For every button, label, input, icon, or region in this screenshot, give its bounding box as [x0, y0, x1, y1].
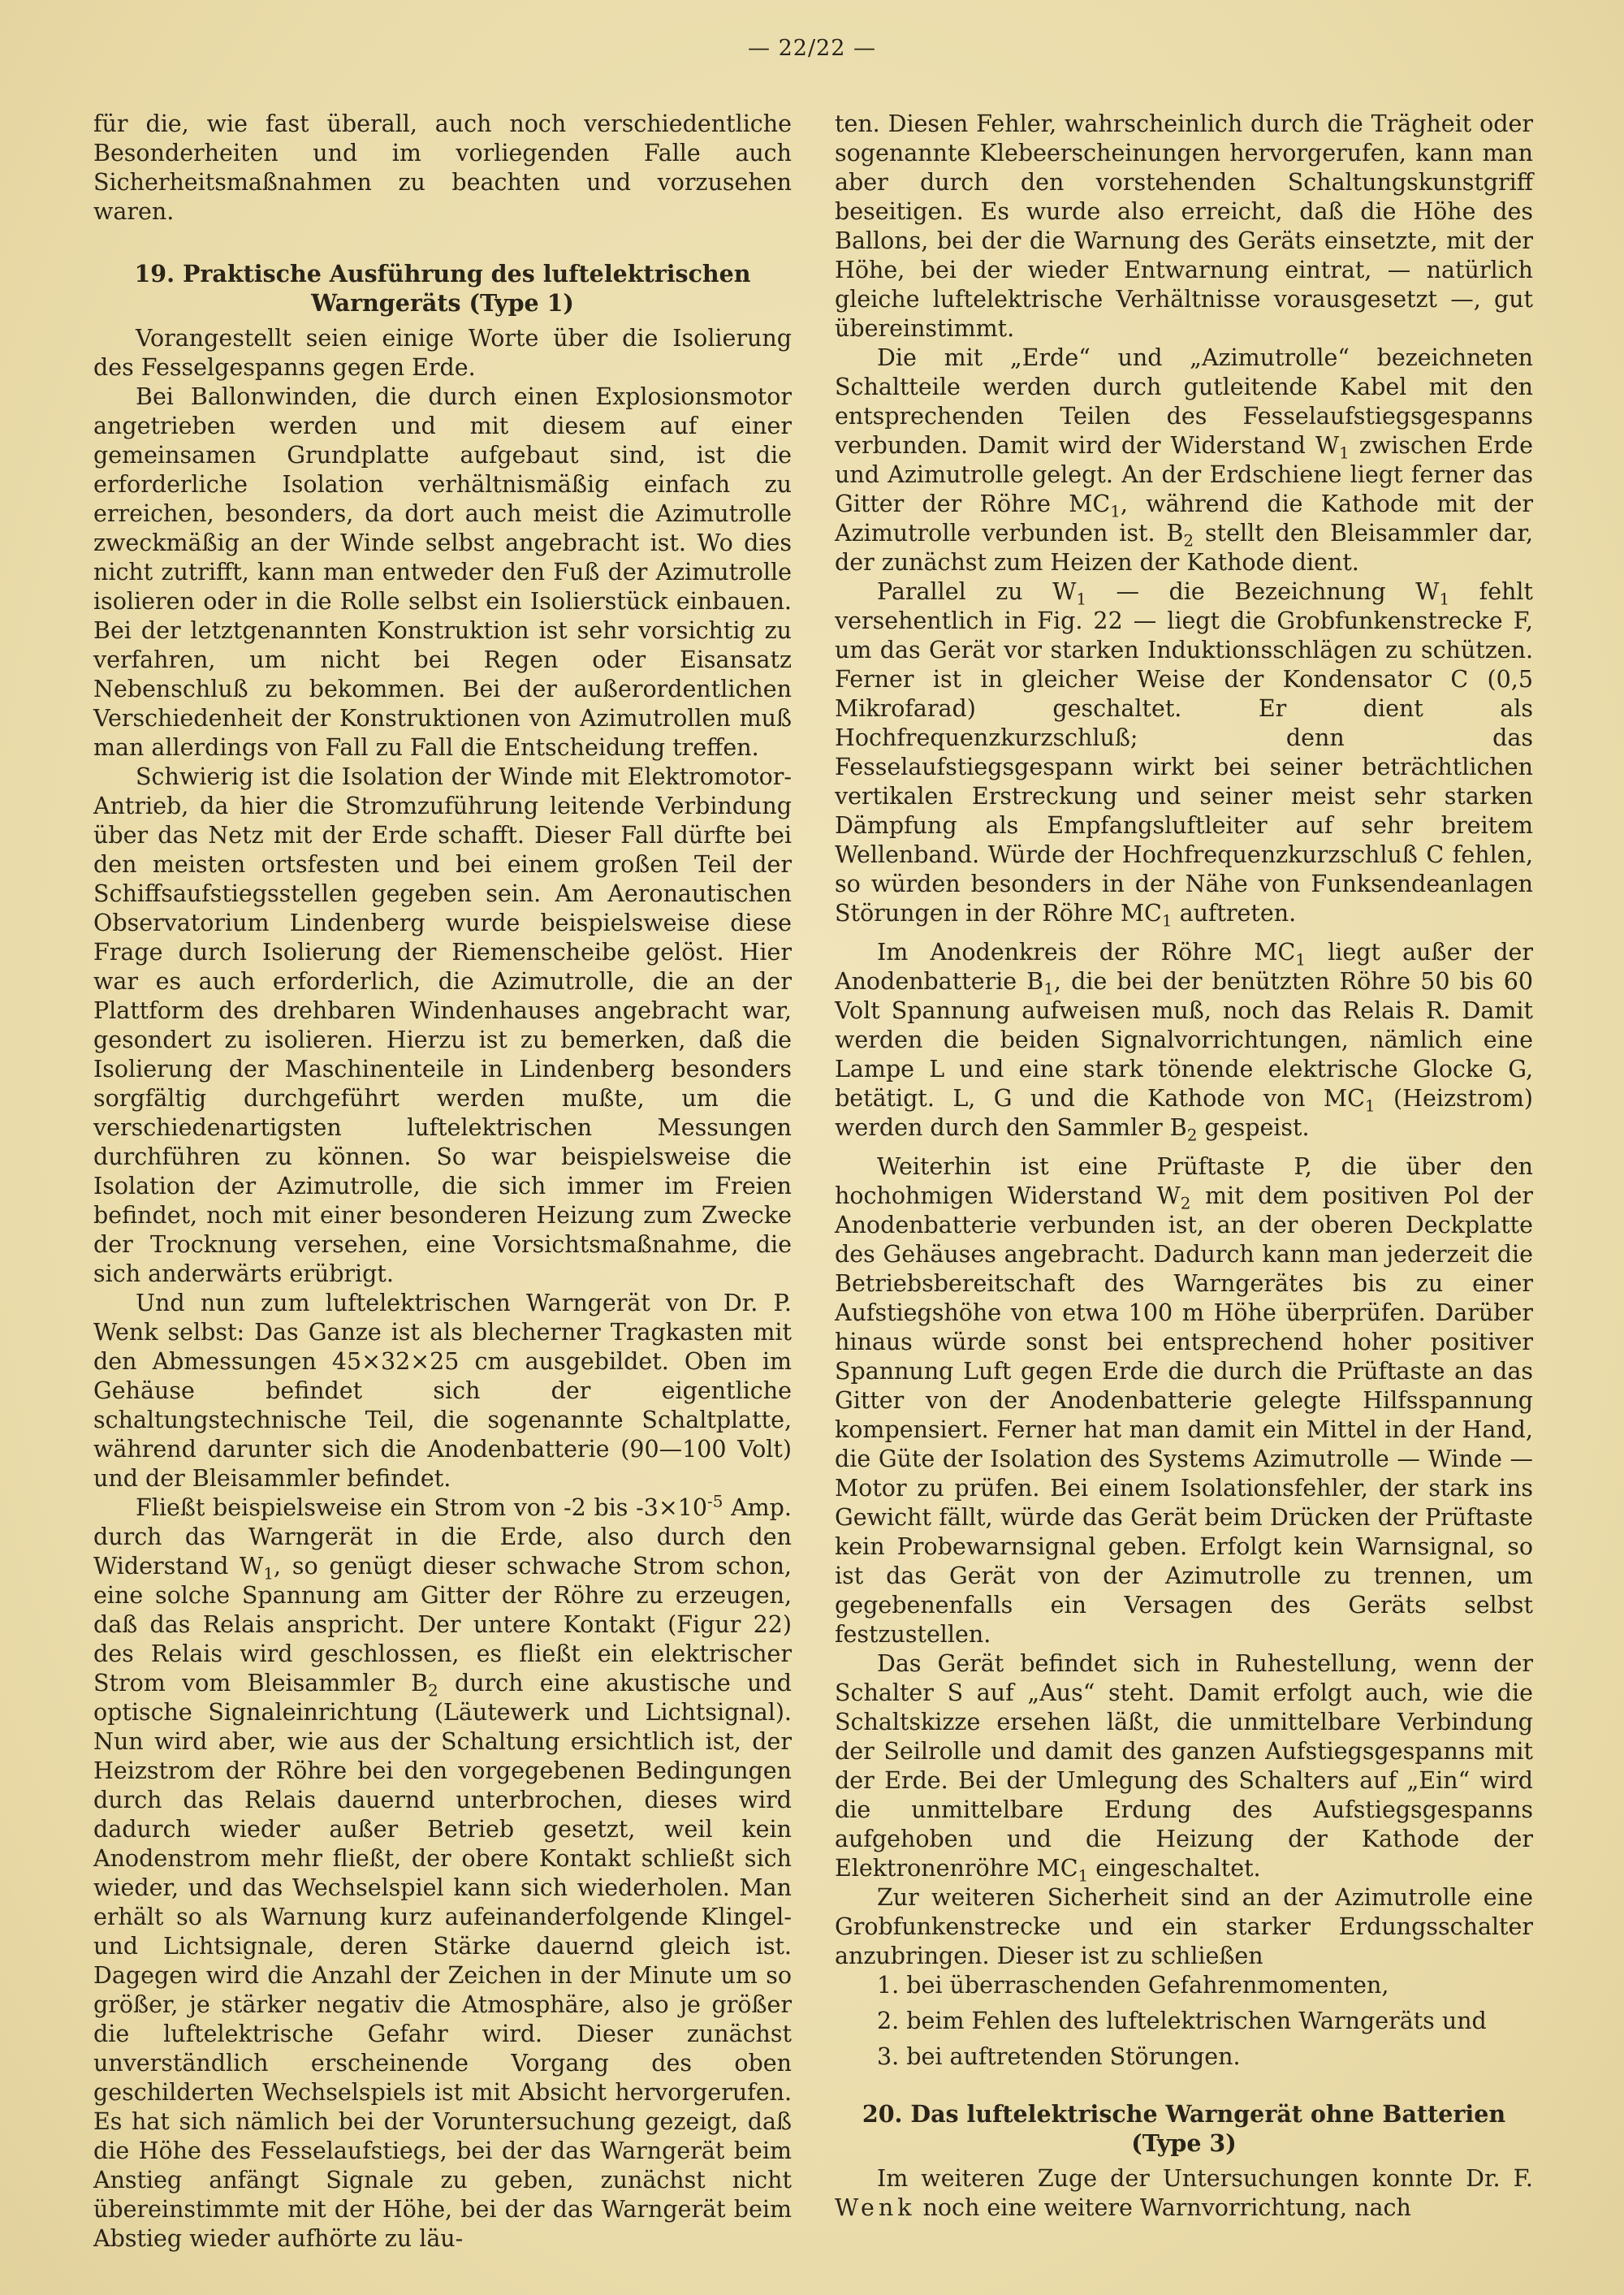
list-item: 3. bei auftretenden Störungen. — [877, 2043, 1241, 2070]
paragraph: Im weiteren Zuge der Untersuchungen konnte Dr. F. Wenk noch eine weitere Warnvorrichtung, nach — [835, 2165, 1533, 2221]
section-19-heading: 19. Praktische Ausführung des luftelektrischen Warngeräts (Type 1) — [134, 260, 751, 317]
paragraph: Zur weiteren Sicherheit sind an der Azimutrolle eine Grobfunkenstrecke und ein starker Erdungsschalter anzubringen. Dieser ist zu schließen — [835, 1884, 1533, 1969]
paragraph: Schwierig ist die Isolation der Winde mit Elektromotor-Antrieb, da hier die Stromzuführung leitende Verbindung über das Netz mit der Erde schafft. Dieser Fall dürfte bei den meisten ortsfesten und bei einem großen Teil der Schiffsaufstiegsstellen gegeben sein. Am Aeronautischen Observatorium Lindenberg wurde beispielsweise diese Frage durch Isolierung der Riemenscheibe gelöst. Hier war es auch erforderlich, die Azimutrolle, die an der Plattform des drehbaren Windenhauses angebracht war, gesondert zu isolieren. Hierzu ist zu bemerken, daß die Isolierung der Maschinenteile in Lindenberg besonders sorgfältig durchgeführt werden mußte, um die verschiedenartigsten luftelektrischen Messungen durchführen zu können. So war beispielsweise die Isolation der Azimutrolle, die sich immer im Freien befindet, noch mit einer besonderen Heizung zum Zwecke der Trocknung versehen, eine Vorsichtsmaßnahme, die sich anderwärts erübrigt. — [93, 763, 792, 1287]
paragraph: Weiterhin ist eine Prüftaste P, die über den hochohmigen Widerstand $W_2$ mit dem positiven Pol der Anodenbatterie verbunden ist, an der oberen Deckplatte des Gehäuses angebracht. Dadurch kann man jederzeit die Betriebsbereitschaft des Warngerätes bis zu einer Aufstiegshöhe von etwa 100 m Höhe überprüfen. Darüber hinaus würde sonst bei entsprechend hoher positiver Spannung Luft gegen Erde die durch die Prüftaste an das Gitter von der Anodenbatterie gelegte Hilfsspannung kompensiert. Ferner hat man damit ein Mittel in der Hand, die Güte der Isolation des Systems Azimutrolle — Winde — Motor zu prüfen. Bei einem Isolationsfehler, der stark ins Gewicht fällt, würde das Gerät beim Drücken der Prüftaste kein Probewarnsignal geben. Erfolgt kein Warnsignal, so ist das Gerät von der Azimutrolle zu trennen, um gegebenenfalls ein Versagen des Geräts selbst festzustellen. — [835, 1153, 1533, 1648]
page-number: — 22/22 — — [748, 36, 876, 61]
paragraph: Und nun zum luftelektrischen Warngerät von Dr. P. Wenk selbst: Das Ganze ist als blecherner Tragkasten mit den Abmessungen 45×32×25 cm ausgebildet. Oben im Gehäuse befindet sich der eigentliche schaltungstechnische Teil, die sogenannte Schaltplatte, während darunter sich die Anodenbatterie (90—100 Volt) und der Bleisammler befindet. — [93, 1290, 792, 1492]
paragraph: Parallel zu $W_1$ — die Bezeichnung $W_1$ fehlt versehentlich in Fig. 22 — liegt die Grobfunkenstrecke F, um das Gerät vor starken Induktionsschlägen zu schützen. Ferner ist in gleicher Weise der Kondensator C (0,5 Mikrofarad) geschaltet. Er dient als Hochfrequenzkurzschluß; denn das Fesselaufstiegsgespann wirkt bei seiner beträchtlichen vertikalen Erstreckung und seiner meist sehr starken Dämpfung als Empfangsluftleiter auf sehr breitem Wellenband. Würde der Hochfrequenzkurzschluß C fehlen, so würden besonders in der Nähe von Funksendeanlagen Störungen in der Röhre $MC_1$ auftreten. — [835, 578, 1533, 931]
paragraph: Bei Ballonwinden, die durch einen Explosionsmotor angetrieben werden und mit diesem auf einer gemeinsamen Grundplatte aufgebaut sind, ist die erforderliche Isolation verhältnismäßig einfach zu erreichen, besonders, da dort auch meist die Azimutrolle zweckmäßig an der Winde selbst angebracht ist. Wo dies nicht zutrifft, kann man entweder den Fuß der Azimutrolle isolieren oder in die Rolle selbst ein Isolierstück einbauen. Bei der letztgenannten Konstruktion ist sehr vorsichtig zu verfahren, um nicht bei Regen oder Eisansatz Nebenschluß zu bekommen. Bei der außerordentlichen Verschiedenheit der Konstruktionen von Azimutrollen muß man allerdings von Fall zu Fall die Entscheidung treffen. — [93, 383, 792, 761]
paragraph: Fließt beispielsweise ein Strom von -2 bis $-3\times 10^{-5}$ Amp. durch das Warngerät in die Erde, also durch den Widerstand $W_1$, so genügt dieser schwache Strom schon, eine solche Spannung am Gitter der Röhre zu erzeugen, daß das Relais anspricht. Der untere Kontakt (Figur 22) des Relais wird geschlossen, es fließt ein elektrischer Strom vom Bleisammler $B_2$ durch eine akustische und optische Signaleinrichtung (Läutewerk und Lichtsignal). Nun wird aber, wie aus der Schaltung ersichtlich ist, der Heizstrom der Röhre bei den vorgegebenen Bedingungen durch das Relais dauernd unterbrochen, dieses wird dadurch wieder außer Betrieb gesetzt, weil kein Anodenstrom mehr fließt, der obere Kontakt schließt sich wieder, und das Wechselspiel kann sich wiederholen. Man erhält so als Warnung kurz aufeinanderfolgende Klingel- und Lichtsignale, deren Stärke dauernd gleich ist. Dagegen wird die Anzahl der Zeichen in der Minute um so größer, je stärker negativ die Atmosphäre, also je größer die luftelektrische Gefahr wird. Dieser zunächst unverständlich erscheinende Vorgang des oben geschilderten Wechselspiels ist mit Absicht hervorgerufen. Es hat sich nämlich bei der Voruntersuchung gezeigt, daß die Höhe des Fesselaufstiegs, bei der das Warngerät beim Anstieg anfängt Signale zu geben, zunächst nicht übereinstimmte mit der Höhe, bei der das Warngerät beim Abstieg wieder aufhörte zu läu- — [93, 1491, 792, 2252]
list-item: 1. bei überraschenden Gefahrenmomenten, — [877, 1972, 1389, 1999]
left-column — [93, 110, 792, 2254]
paragraph: Im Anodenkreis der Röhre $MC_1$ liegt außer der Anodenbatterie $B_1$, die bei der benützten Röhre 50 bis 60 Volt Spannung aufweisen muß, noch das Relais R. Damit werden die beiden Signalvorrichtungen, nämlich eine Lampe L und eine stark tönende elektrische Glocke G, betätigt. L, G und die Kathode von $MC_1$ (Heizstrom) werden durch den Sammler $B_2$ gespeist. — [835, 939, 1533, 1145]
list-item: 2. beim Fehlen des luftelektrischen Warngeräts und — [877, 2008, 1487, 2034]
section-20-heading: 20. Das luftelektrische Warngerät ohne Batterien (Type 3) — [862, 2100, 1506, 2157]
paragraph: Die mit „Erde“ und „Azimutrolle“ bezeichneten Schaltteile werden durch gutleitende Kabel mit den entsprechenden Teilen des Fesselaufstiegsgespanns verbunden. Damit wird der Widerstand $W_1$ zwischen Erde und Azimutrolle gelegt. An der Erdschiene liegt ferner das Gitter der Röhre $MC_1$, während die Kathode mit der Azimutrolle verbunden ist. $B_2$ stellt den Bleisammler dar, der zunächst zum Heizen der Kathode dient. — [835, 344, 1534, 576]
right-column — [835, 110, 1533, 2223]
paragraph: Das Gerät befindet sich in Ruhestellung, wenn der Schalter S auf „Aus“ steht. Damit erfolgt auch, wie die Schaltskizze ersehen läßt, die unmittelbare Verbindung der Seilrolle und damit des ganzen Aufstiegsgespanns mit der Erde. Bei der Umlegung des Schalters auf „Ein“ wird die unmittelbare Erdung des Aufstiegsgespanns aufgehoben und die Heizung der Kathode der Elektronenröhre $MC_1$ eingeschaltet. — [835, 1650, 1533, 1886]
continued-paragraph: ten. Diesen Fehler, wahrscheinlich durch die Trägheit oder sogenannte Klebeerscheinungen hervorgerufen, kann man aber durch den vorstehenden Schaltungskunstgriff beseitigen. Es wurde also erreicht, daß die Höhe des Ballons, bei der die Warnung des Geräts einsetzte, mit der Höhe, bei der wieder Entwarnung eintrat, — natürlich gleiche luftelektrische Verhältnisse vorausgesetzt —, gut übereinstimmt. — [835, 110, 1533, 342]
intro-paragraph: für die, wie fast überall, auch noch verschiedentliche Besonderheiten und im vorliegenden Falle auch Sicherheitsmaßnahmen zu beachten und vorzusehen waren. — [93, 110, 792, 225]
paragraph: Vorangestellt seien einige Worte über die Isolierung des Fesselgespanns gegen Erde. — [93, 325, 792, 381]
